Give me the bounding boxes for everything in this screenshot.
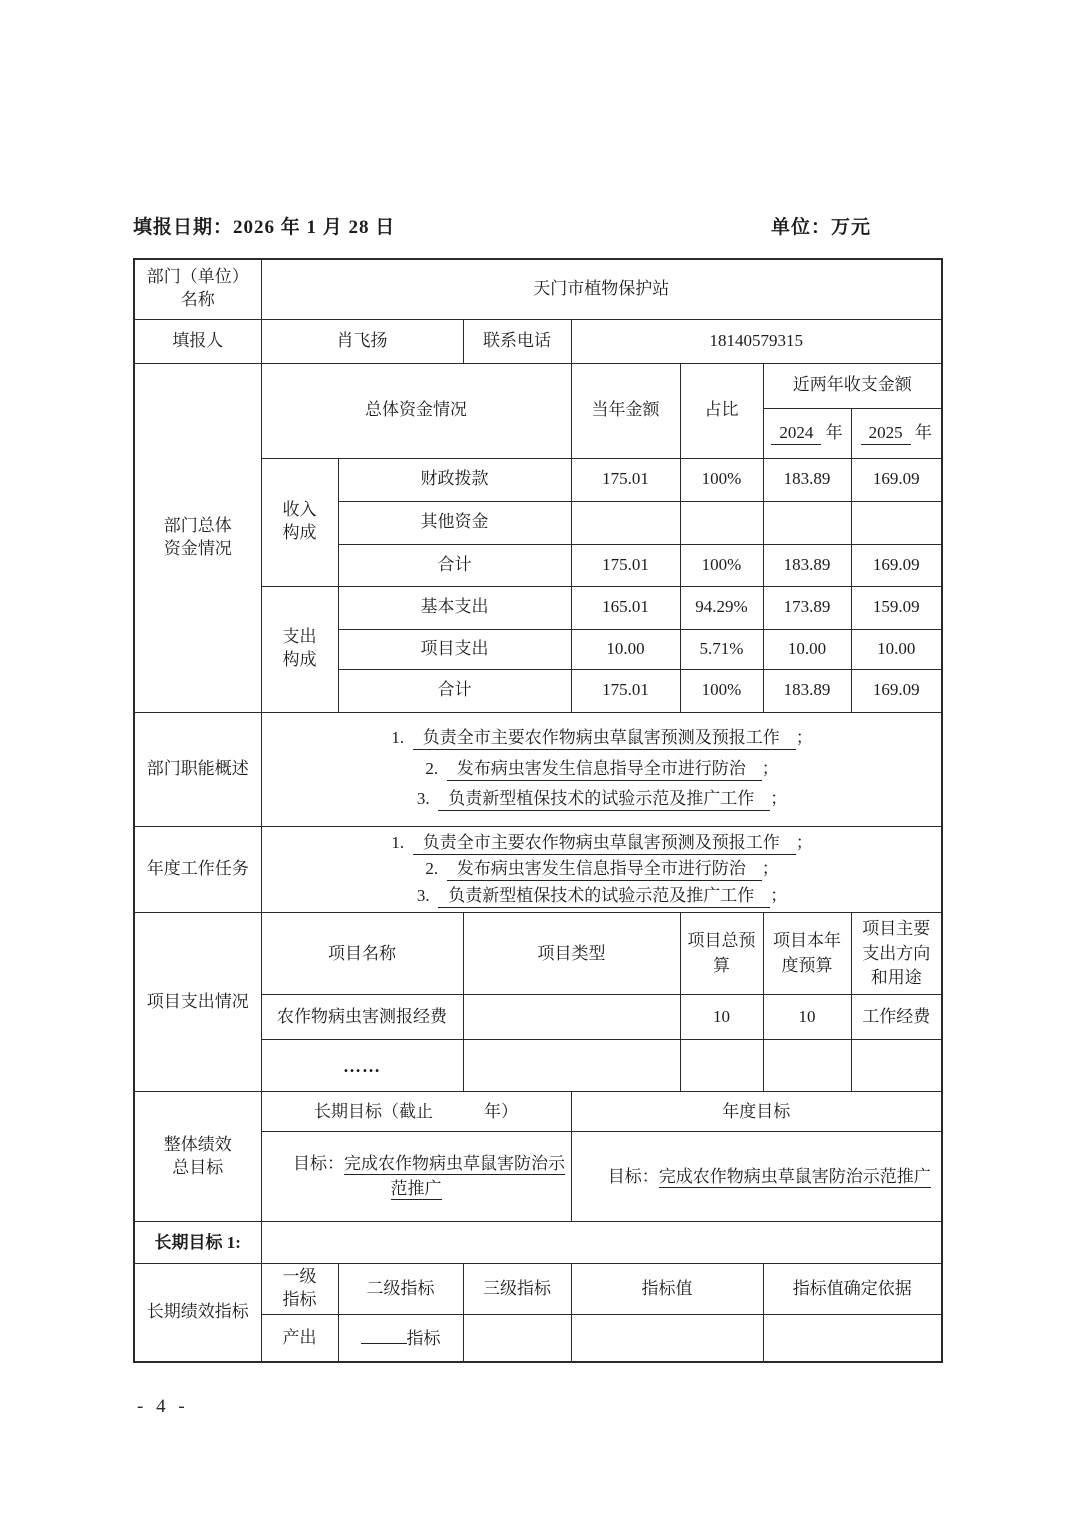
project-row-usage — [851, 1040, 942, 1092]
project-row-type — [463, 995, 680, 1040]
page-number: - 4 - — [137, 1396, 189, 1417]
expense-row-2024: 173.89 — [763, 586, 851, 629]
projects-label: 项目支出情况 — [134, 913, 261, 1092]
expense-total-2025: 169.09 — [851, 669, 942, 712]
function-item: 3. 负责新型植保技术的试验示范及推广工作 ； — [266, 787, 938, 812]
expense-total-ratio: 100% — [680, 669, 763, 712]
dept-name-label: 部门（单位） 名称 — [134, 259, 261, 319]
expense-row-ratio: 94.29% — [680, 586, 763, 629]
expense-row-ratio: 5.71% — [680, 629, 763, 669]
project-row-annual: 10 — [763, 995, 851, 1040]
col-amount-header: 当年金额 — [571, 363, 680, 458]
blank-underline — [361, 1325, 407, 1344]
annual-goal-content: 目标：完成农作物病虫草鼠害防治示范推广 — [571, 1132, 942, 1222]
income-row-name: 其他资金 — [338, 501, 571, 544]
project-row-total: 10 — [680, 995, 763, 1040]
income-row-2025 — [851, 501, 942, 544]
task-item: 3. 负责新型植保技术的试验示范及推广工作 ； — [266, 884, 938, 909]
filler-value: 肖飞扬 — [261, 319, 463, 363]
unit-label: 单位：万元 — [770, 217, 871, 238]
indicator-col-level1: 一级 指标 — [261, 1264, 338, 1315]
income-row-ratio: 100% — [680, 458, 763, 501]
overall-goal-label: 整体绩效 总目标 — [134, 1092, 261, 1222]
phone-value: 18140579315 — [571, 319, 942, 363]
project-col-annual: 项目本年度预算 — [763, 913, 851, 995]
expense-row-2024: 10.00 — [763, 629, 851, 669]
indicator-col-value: 指标值 — [571, 1264, 763, 1315]
project-row-total — [680, 1040, 763, 1092]
indicators-label: 长期绩效指标 — [134, 1264, 261, 1362]
indicator-row-level1: 产出 — [261, 1315, 338, 1362]
project-row-type — [463, 1040, 680, 1092]
long-goal-content: 目标：完成农作物病虫草鼠害防治示范推广 — [261, 1132, 571, 1222]
project-row-name: 农作物病虫害测报经费 — [261, 995, 463, 1040]
long-goal-header: 长期目标（截止 年） — [261, 1092, 571, 1132]
income-row-2024 — [763, 501, 851, 544]
project-col-name: 项目名称 — [261, 913, 463, 995]
income-total-name: 合计 — [338, 544, 571, 586]
meta-line — [133, 212, 941, 239]
col-recent-header: 近两年收支金额 — [763, 363, 942, 408]
functions-label: 部门职能概述 — [134, 712, 261, 826]
income-total-ratio: 100% — [680, 544, 763, 586]
fill-date: 填报日期：2026 年 1 月 28 日 — [133, 217, 396, 238]
expense-total-amount: 175.01 — [571, 669, 680, 712]
tasks-content — [261, 826, 942, 913]
overall-funding-label: 总体资金情况 — [261, 363, 571, 458]
budget-form-table — [133, 258, 943, 1363]
income-total-amount: 175.01 — [571, 544, 680, 586]
long-goal-1-value — [261, 1222, 942, 1264]
year-2025-header: 2025 年 — [851, 408, 942, 458]
expense-row-2025: 10.00 — [851, 629, 942, 669]
income-total-2024: 183.89 — [763, 544, 851, 586]
income-row-amount — [571, 501, 680, 544]
income-row-2025: 169.09 — [851, 458, 942, 501]
expense-row-name: 基本支出 — [338, 586, 571, 629]
functions-content — [261, 712, 942, 826]
task-item: 1. 负责全市主要农作物病虫草鼠害预测及预报工作 ； — [266, 831, 938, 856]
project-row-usage: 工作经费 — [851, 995, 942, 1040]
project-col-total: 项目总预算 — [680, 913, 763, 995]
income-total-2025: 169.09 — [851, 544, 942, 586]
income-row-2024: 183.89 — [763, 458, 851, 501]
expense-row-amount: 165.01 — [571, 586, 680, 629]
expense-total-2024: 183.89 — [763, 669, 851, 712]
project-col-usage: 项目主要支出方向和用途 — [851, 913, 942, 995]
funding-section-label: 部门总体 资金情况 — [134, 363, 261, 712]
dept-name-value: 天门市植物保护站 — [261, 259, 942, 319]
indicator-row-basis — [763, 1315, 942, 1362]
tasks-label: 年度工作任务 — [134, 826, 261, 913]
function-item: 1. 负责全市主要农作物病虫草鼠害预测及预报工作 ； — [266, 726, 938, 751]
filler-label: 填报人 — [134, 319, 261, 363]
indicator-col-level2: 二级指标 — [338, 1264, 463, 1315]
indicator-col-basis: 指标值确定依据 — [763, 1264, 942, 1315]
col-ratio-header: 占比 — [680, 363, 763, 458]
project-col-type: 项目类型 — [463, 913, 680, 995]
income-row-name: 财政拨款 — [338, 458, 571, 501]
indicator-row-level3 — [463, 1315, 571, 1362]
expense-group-label: 支出 构成 — [261, 586, 338, 712]
long-goal-1-label: 长期目标 1: — [134, 1222, 261, 1264]
indicator-col-level3: 三级指标 — [463, 1264, 571, 1315]
project-row-annual — [763, 1040, 851, 1092]
annual-goal-header: 年度目标 — [571, 1092, 942, 1132]
income-row-amount: 175.01 — [571, 458, 680, 501]
indicator-row-value — [571, 1315, 763, 1362]
project-row-name: …… — [261, 1040, 463, 1092]
function-item: 2. 发布病虫害发生信息指导全市进行防治 ； — [266, 757, 938, 782]
expense-total-name: 合计 — [338, 669, 571, 712]
income-group-label: 收入 构成 — [261, 458, 338, 586]
expense-row-name: 项目支出 — [338, 629, 571, 669]
expense-row-amount: 10.00 — [571, 629, 680, 669]
income-row-ratio — [680, 501, 763, 544]
expense-row-2025: 159.09 — [851, 586, 942, 629]
indicator-row-level2: 指标 — [338, 1315, 463, 1362]
phone-label: 联系电话 — [463, 319, 571, 363]
task-item: 2. 发布病虫害发生信息指导全市进行防治 ； — [266, 857, 938, 882]
year-2024-header: 2024 年 — [763, 408, 851, 458]
